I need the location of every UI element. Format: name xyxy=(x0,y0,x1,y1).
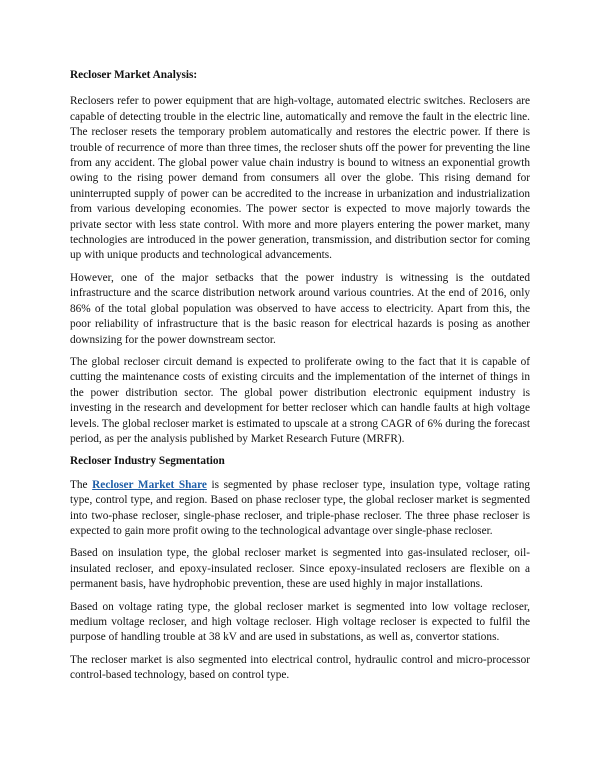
paragraph-control: The recloser market is also segmented into electrical control, hydraulic control and micro-processor control-based technology, based on control type. xyxy=(70,653,530,682)
paragraph-demand: The global recloser circuit demand is expected to proliferate owing to the fact that it is capable of cutting the maintenance costs of existing circuits and the implementation of the internet of things in the power distribution sector. The global power distribution electronic equipment industry is investing in the research and development for better recloser which can handle faults at high voltage levels. The global recloser market is estimated to upscale at a strong CAGR of 6% during the forecast period, as per the analysis published by Market Research Future (MRFR). xyxy=(70,355,530,445)
paragraph-insulation: Based on insulation type, the global recloser market is segmented into gas-insulated recloser, oil-insulated recloser, and epoxy-insulated recloser. Since epoxy-insulated reclosers are flexible on a permanent basis, have hydrophobic prevention, these are used highly in major installations. xyxy=(70,547,530,591)
paragraph-voltage: Based on voltage rating type, the global recloser market is segmented into low voltage recloser, medium voltage recloser, and high voltage recloser. High voltage recloser is expected to fulfil the purpose of handling trouble at 38 kV and are used in substations, as well as, convertor stations. xyxy=(70,600,530,644)
paragraph-segmentation-pre: The xyxy=(70,478,93,491)
paragraph-segmentation-post: is segmented by phase recloser type, insulation type, voltage rating type, control type, and region. Based on phase recloser type, the global recloser market is segmented into two-phase recloser, single-phase recloser, and triple-phase recloser. The three phase recloser is expected to gain more profit owing to the technological advantage over single-phase recloser. xyxy=(70,478,531,537)
paragraph-setbacks: However, one of the major setbacks that the power industry is witnessing is the outdated infrastructure and the scarce distribution network around various countries. At the end of 2016, only 86% of the total global population was observed to have access to electricity. Apart from this, the poor reliability of infrastructure that is the basic reason for electrical hazards is posing as another downsizing for the power downstream sector. xyxy=(70,271,530,346)
paragraph-intro: Reclosers refer to power equipment that are high-voltage, automated electric switches. Reclosers are capable of detecting trouble in the electric line, automatically and remove the fault in the electric line. The recloser resets the temporary problem automatically and restores the electric power. If there is trouble of recurrence of more than three times, the recloser shuts off the power for preventing the line from any accident. The global power value chain industry is bound to witness an exponential growth owing to the rising power demand from consumers all over the globe. This rising demand for uninterrupted supply of power can be accredited to the increase in urbanization and industrialization from various developing economies. The power sector is expected to move majorly towards the private sector with less state control. With more and more players entering the power market, many technologies are introduced in the power generation, transmission, and distribution sector for coming up with unique products and technological advancements. xyxy=(70,95,530,262)
section-heading-analysis: Recloser Market Analysis: xyxy=(70,69,198,81)
section-heading-segmentation: Recloser Industry Segmentation xyxy=(70,455,225,468)
paragraph-segmentation xyxy=(70,478,530,540)
recloser-market-share-link[interactable]: Recloser Market Share xyxy=(92,478,207,491)
